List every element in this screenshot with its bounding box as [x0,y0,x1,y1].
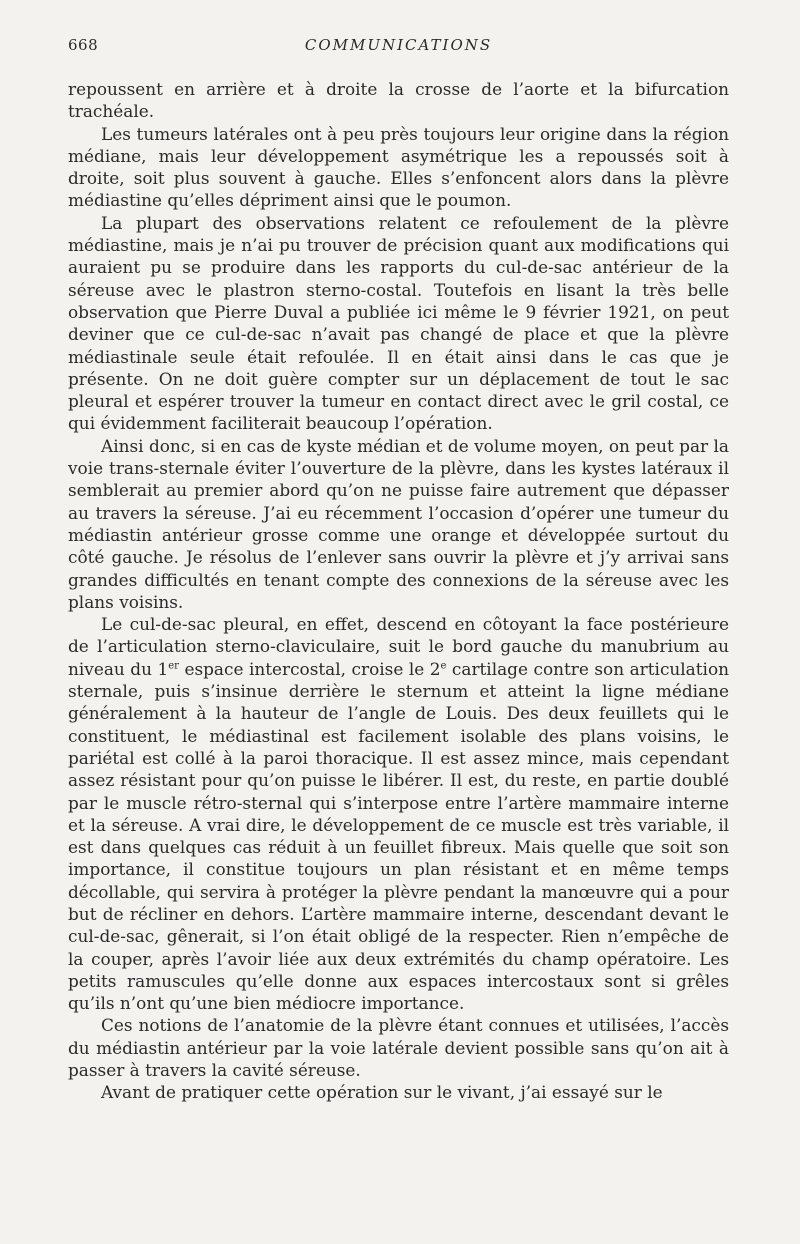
paragraph-observations: La plupart des observations relatent ce refoulement de la plèvre médiastine, mais je n’ai pu trouver de précision quant aux modifications qui auraient pu se produire dans les rapports du cul-de-sac antérieur de la séreuse avec le plastron sterno-costal. Toutefois en lisant la très belle observation que Pierre Duval a publiée ici même le 9 février 1921, on peut deviner que ce cul-de-sac n’avait pas changé de place et que la plèvre médiastinale seule était refoulée. Il en était ainsi dans le cas que je présente. On ne doit guère compter sur un déplacement de tout le sac pleural et espérer trouver la tumeur en contact direct avec le gril costal, ce qui évidemment faciliterait beaucoup l’opération. [68,212,729,434]
running-title: COMMUNICATIONS [304,36,493,54]
page-number: 668 [68,36,99,54]
body-text [68,78,729,1104]
paragraph-continued: repoussent en arrière et à droite la crosse de l’aorte et la bifurcation trachéale. [68,79,729,122]
paragraph-pleural-cul-de-sac [68,613,729,1014]
text-segment: espace intercostal, croise le 2 [178,658,441,679]
paragraph-before-operating: Avant de pratiquer cette opération sur le vivant, j’ai essayé sur le [101,1082,663,1103]
page-header [68,36,729,58]
superscript-er: er [168,660,179,672]
superscript-e: e [440,660,447,672]
paragraph-anatomy-notions: Ces notions de l’anatomie de la plèvre étant connues et utilisées, l’accès du médiastin antérieur par la voie latérale devient possible sans qu’on ait à passer à travers la cavité séreuse. [68,1015,729,1081]
paragraph-lateral-tumors: Les tumeurs latérales ont à peu près toujours leur origine dans la région médiane, mais leur développement asymétrique les a repoussés soit à droite, soit plus souvent à gauche. Elles s’enfoncent alors dans la plèvre médiastine qu’elles dépriment ainsi que le poumon. [68,123,729,211]
text-segment: Le cul-de-sac pleural, en effet, descend en côtoyant la face postérieure de l’articulation sterno-claviculaire, suit le bord gauche du manubrium au niveau du 1 [68,614,729,679]
paragraph-cysts: Ainsi donc, si en cas de kyste médian et de volume moyen, on peut par la voie trans-sternale éviter l’ouverture de la plèvre, dans les kystes latéraux il semblerait au premier abord qu’on ne puisse faire autrement que dépasser au travers la séreuse. J’ai eu récemment l’occasion d’opérer une tumeur du médiastin antérieur grosse comme une orange et développée surtout du côté gauche. Je résolus de l’enlever sans ouvrir la plèvre et j’y arrivai sans grandes difficultés en tenant compte des connexions de la séreuse avec les plans voisins. [68,435,729,612]
text-segment: cartilage contre son articulation sternale, puis s’insinue derrière le sternum et atteint la ligne médiane généralement à la hauteur de l’angle de Louis. Des deux feuillets qui le constituent, le médiastinal est facilement isolable des plans voisins, le pariétal est collé à la paroi thoracique. Il est assez mince, mais cependant assez résistant pour qu’on puisse le libérer. Il est, du reste, en partie doublé par le muscle rétro-sternal qui s’interpose entre l’artère mammaire interne et la séreuse. A vrai dire, le développement de ce muscle est très variable, il est dans quelques cas réduit à un feuillet fibreux. Mais quelle que soit son importance, il constitue toujours un plan résistant et en même temps décollable, qui servira à protéger la plèvre pendant la manœuvre qui a pour but de récliner en dehors. L’artère mammaire interne, descendant devant le cul-de-sac, gênerait, si l’on était obligé de la respecter. Rien n’empêche de la couper, après l’avoir liée aux deux extrémités du champ opératoire. Les petits ramuscules qu’elle donne aux espaces intercostaux sont si grêles qu’ils n’ont qu’une bien médiocre importance. [68,658,729,1014]
